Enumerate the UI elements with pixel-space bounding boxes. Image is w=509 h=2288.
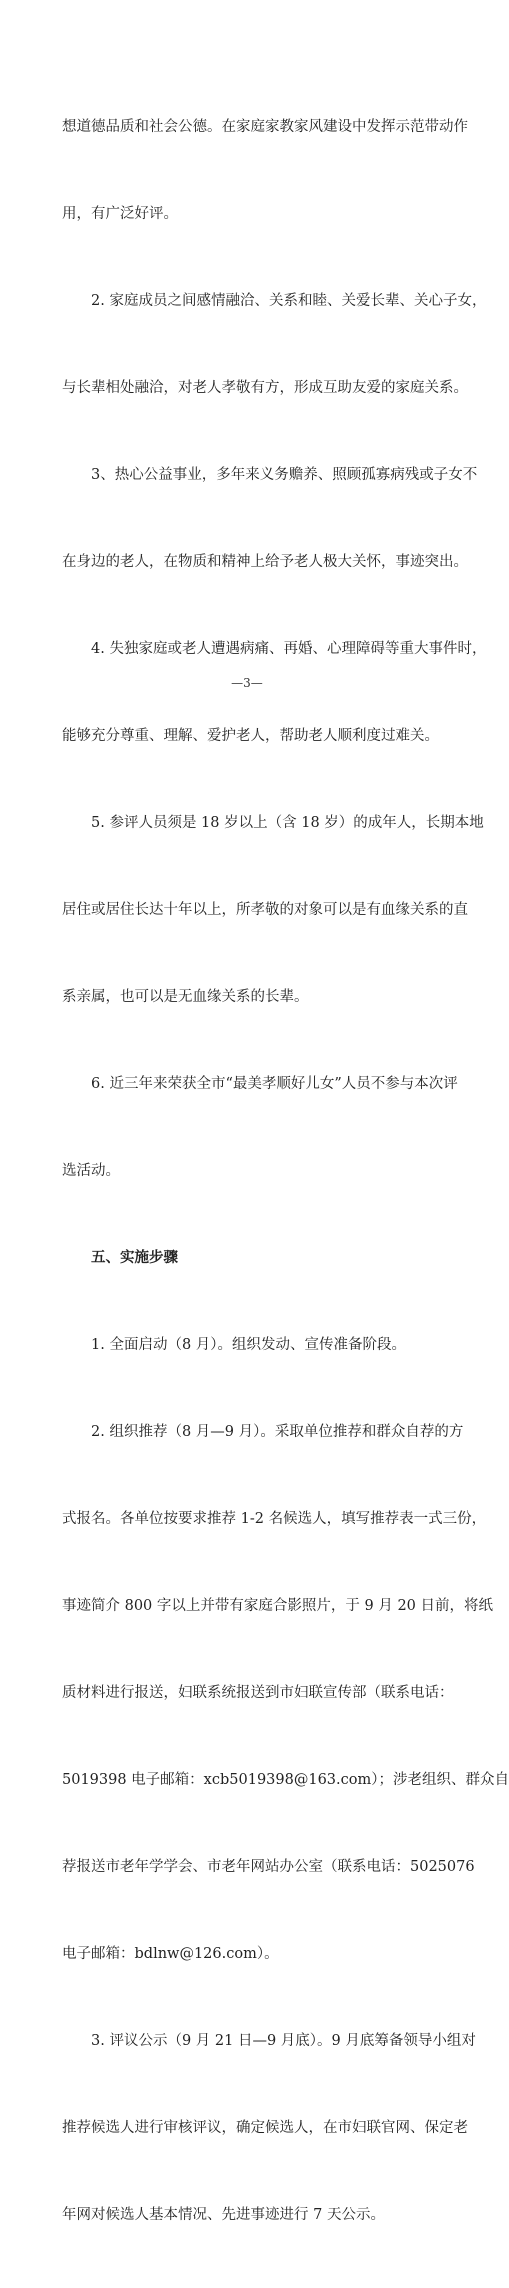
text-line: 3、热心公益事业，多年来义务赡养、照顾孤寡病残或子女不 [91, 467, 478, 483]
text-line: 荐报送市老年学学会、市老年网站办公室（联系电话：5025076 [62, 1859, 475, 1875]
text-line: 居住或居住长达十年以上，所孝敬的对象可以是有血缘关系的直 [62, 902, 468, 918]
text-line: 在身边的老人，在物质和精神上给予老人极大关怀，事迹突出。 [62, 554, 468, 570]
text-line: 选活动。 [62, 1163, 120, 1179]
text-line: 3. 评议公示（9 月 21 日—9 月底）。9 月底筹备领导小组对 [91, 2033, 476, 2049]
body-text [62, 55, 509, 2288]
text-line: 式报名。各单位按要求推荐 1-2 名候选人，填写推荐表一式三份， [62, 1511, 487, 1527]
text-line: 5. 参评人员须是 18 岁以上（含 18 岁）的成年人，长期本地 [91, 815, 484, 831]
text-line: 想道德品质和社会公德。在家庭家教家风建设中发挥示范带动作 [62, 119, 468, 135]
text-line: 质材料进行报送，妇联系统报送到市妇联宣传部（联系电话： [62, 1685, 454, 1701]
text-line: 年网对候选人基本情况、先进事迹进行 7 天公示。 [62, 2207, 385, 2223]
text-line: 5019398 电子邮箱：xcb5019398@163.com）；涉老组织、群众自 [62, 1772, 509, 1788]
text-line: 能够充分尊重、理解、爱护老人，帮助老人顺利度过难关。 [62, 728, 439, 744]
section-heading: 五、实施步骤 [91, 1250, 178, 1266]
text-line: 与长辈相处融洽，对老人孝敬有方，形成互助友爱的家庭关系。 [62, 380, 468, 396]
text-line: 事迹简介 800 字以上并带有家庭合影照片，于 9 月 20 日前，将纸 [62, 1598, 494, 1614]
text-line: 6. 近三年来荣获全市“最美孝顺好儿女”人员不参与本次评 [91, 1076, 458, 1092]
text-line: 电子邮箱：bdlnw@126.com）。 [62, 1946, 279, 1962]
text-line: 2. 组织推荐（8 月—9 月）。采取单位推荐和群众自荐的方 [91, 1424, 464, 1440]
text-line: 1. 全面启动（8 月）。组织发动、宣传准备阶段。 [91, 1337, 407, 1353]
page-number: —3— [231, 676, 263, 690]
text-line: 2. 家庭成员之间感情融洽、关系和睦、关爱长辈、关心子女， [91, 293, 487, 309]
text-line: 4. 失独家庭或老人遭遇病痛、再婚、心理障碍等重大事件时， [91, 641, 487, 657]
text-line: 用，有广泛好评。 [62, 206, 178, 222]
text-line: 推荐候选人进行审核评议，确定候选人，在市妇联官网、保定老 [62, 2120, 468, 2136]
text-line: 系亲属，也可以是无血缘关系的长辈。 [62, 989, 309, 1005]
